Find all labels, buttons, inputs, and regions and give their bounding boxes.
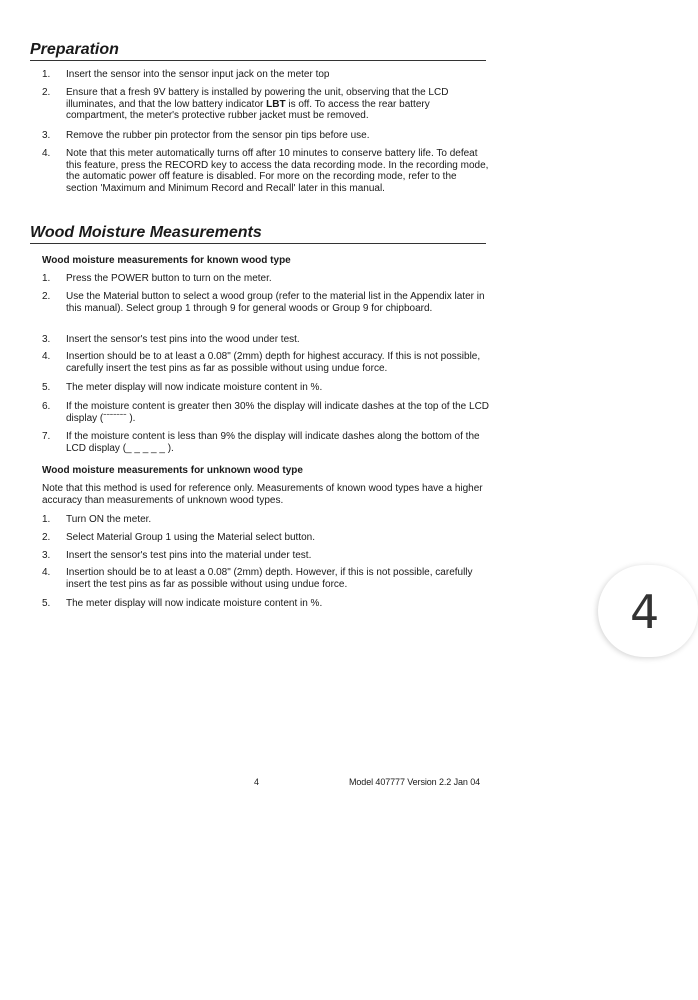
item-text-part: Ensure that a fresh 9V battery is installed by powering the unit, observing that the LCD illuminates, and that the low battery indicator [66,87,449,110]
item-text: Press the POWER button to turn on the meter. [66,273,272,284]
item-number: 1. [42,273,51,284]
item-number: 5. [42,598,51,609]
item-number: 2. [42,532,51,543]
item-number: 3. [42,550,51,561]
page-number: 4 [254,777,260,787]
item-number: 3. [42,334,51,345]
item-text: Use the Material button to select a wood group (refer to the material list in the Appendix later in this manual). Select group 1 through 9 for general woods or Group 9 for chipboard. [66,291,485,314]
item-number: 2. [42,87,51,98]
item-number: 4. [42,567,51,578]
item-text-part: is off. To access the rear battery compartment, the meter's protective rubber jacket must be removed. [66,98,430,121]
item-number: 4. [42,148,51,159]
unknown-wood-heading: Wood moisture measurements for unknown wood type [42,465,303,476]
wood-moisture-title: Wood Moisture Measurements [30,223,486,244]
lbt-indicator-label: LBT [266,98,286,110]
item-text: Select Material Group 1 using the Material select button. [66,532,316,543]
item-text: If the moisture content is less than 9% the display will indicate dashes along the bottom of the LCD display (_ _ _ _ _ ). [66,431,480,454]
page-indicator-button[interactable] [598,565,698,657]
item-text: Remove the rubber pin protector from the sensor pin tips before use. [66,130,370,141]
item-text: If the moisture content is greater then 30% the display will indicate dashes at the top of the LCD display (ˉˉˉˉˉˉˉ ). [66,401,490,424]
item-text: Insert the sensor's test pins into the material under test. [66,550,312,561]
item-number: 4. [42,351,51,362]
item-text: The meter display will now indicate moisture content in %. [66,598,323,609]
item-text [66,87,491,122]
known-wood-heading: Wood moisture measurements for known wood type [42,255,291,266]
item-text: Insert the sensor's test pins into the wood under test. [66,334,300,345]
reference-note: Note that this method is used for reference only. Measurements of known wood types have a higher accuracy than measurements of unknown wood types. [42,483,483,506]
item-text: Note that this meter automatically turns off after 10 minutes to conserve battery life. To defeat this feature, press the RECORD key to access the data recording mode. In the recording mode, the automatic power off feature is disabled. For more on the recording mode, refer to the section 'Maximum and Minimum Record and Recall' later in this manual. [66,148,489,194]
page-indicator-glyph: 4 [630,585,660,639]
item-text: The meter display will now indicate moisture content in %. [66,382,323,393]
item-text: Turn ON the meter. [66,514,152,525]
item-number: 5. [42,382,51,393]
item-number: 3. [42,130,51,141]
item-number: 6. [42,401,51,412]
item-number: 2. [42,291,51,302]
item-number: 7. [42,431,51,442]
item-number: 1. [42,514,51,525]
item-number: 1. [42,69,51,80]
item-text: Insertion should be to at least a 0.08" (2mm) depth. However, if this is not possible, carefully insert the test pins as far as possible without using undue force. [66,567,473,590]
item-text: Insertion should be to at least a 0.08" (2mm) depth for highest accuracy. If this is not possible, carefully insert the test pins as far as possible without using undue force. [66,351,481,374]
preparation-title: Preparation [30,40,486,61]
item-text: Insert the sensor into the sensor input jack on the meter top [66,69,330,80]
model-version: Model 407777 Version 2.2 Jan 04 [349,777,480,787]
